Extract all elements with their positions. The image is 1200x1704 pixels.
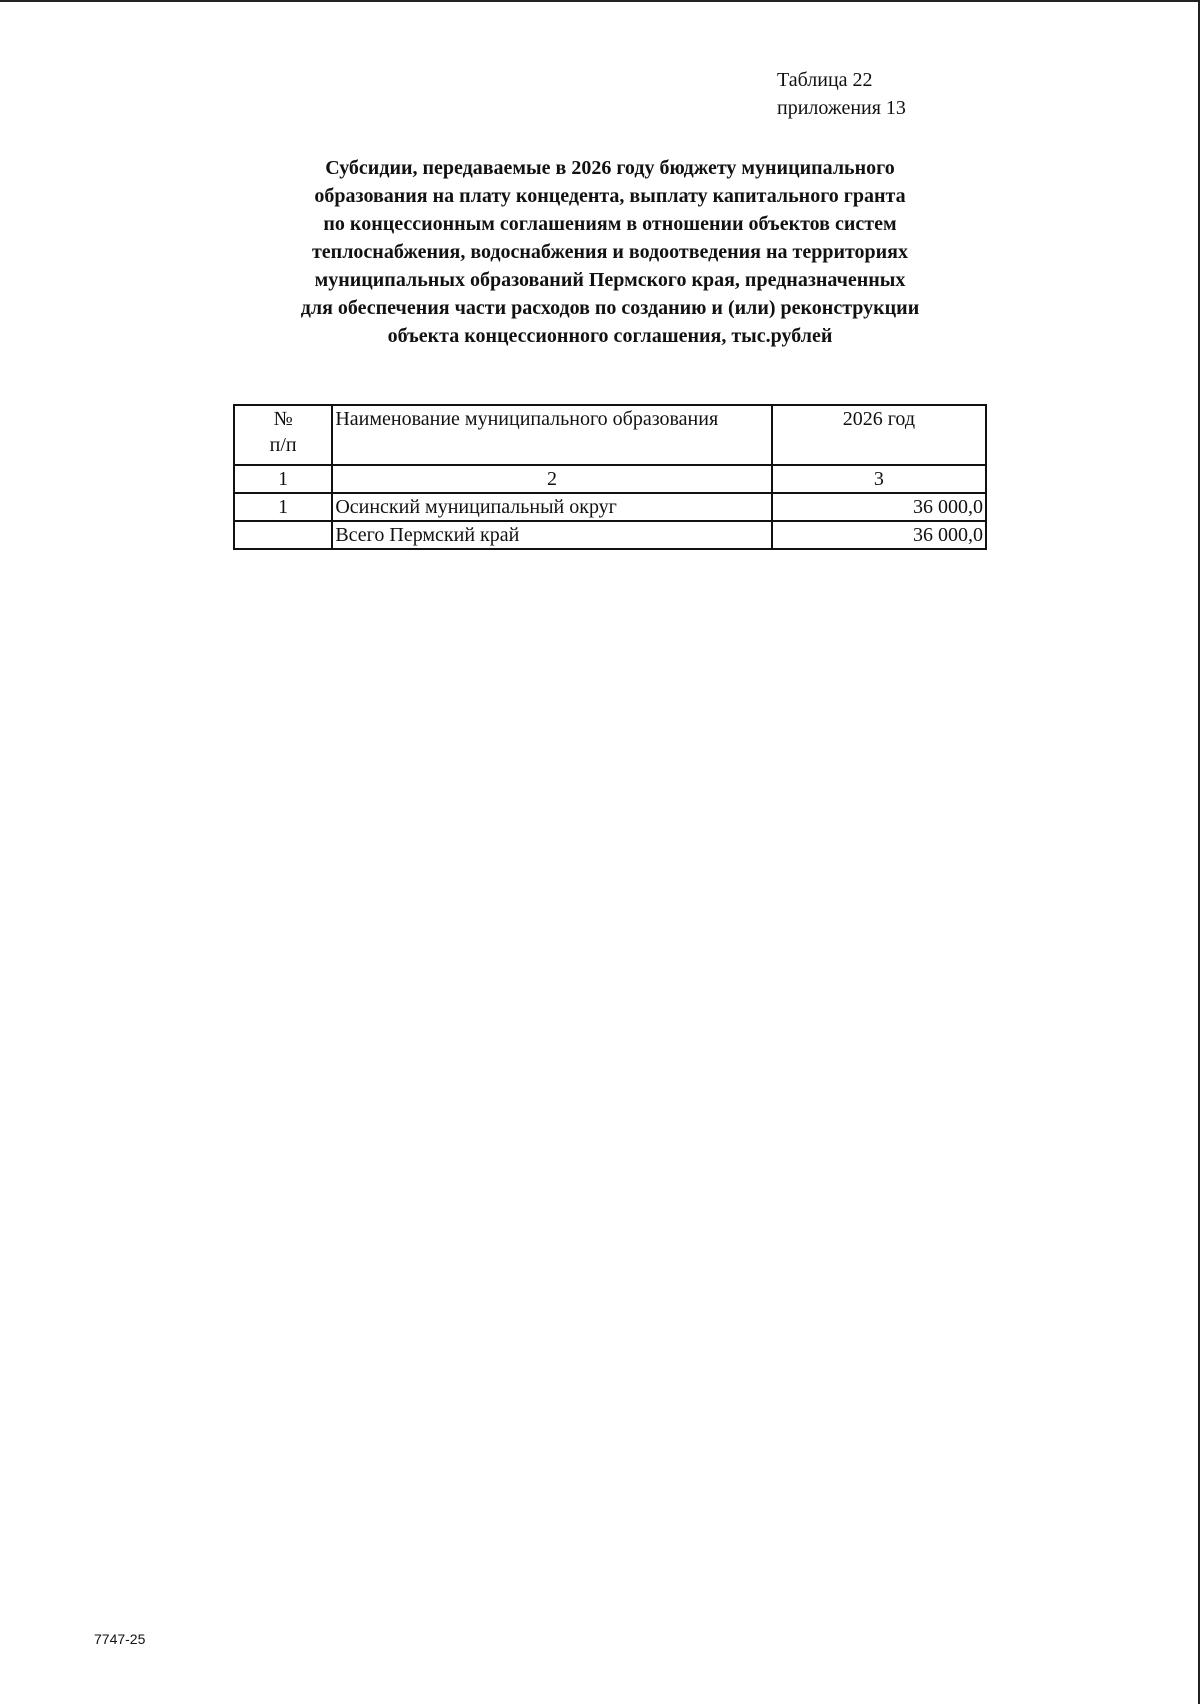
header-num-abbr: п/п xyxy=(269,434,297,456)
header-year: 2026 год xyxy=(772,405,986,465)
title-line: теплоснабжения, водоснабжения и водоотведения на территориях xyxy=(311,241,908,263)
table-row-total xyxy=(234,521,986,549)
table-reference-line2: приложения 13 xyxy=(777,97,906,119)
row-name: Всего Пермский край xyxy=(332,521,771,549)
title-line: образования на плату концедента, выплату капитального гранта xyxy=(314,185,906,207)
row-name: Осинский муниципальный округ xyxy=(332,493,771,521)
index-cell: 2 xyxy=(332,465,771,493)
title-line: по концессионным соглашениям в отношении объектов систем xyxy=(323,213,897,235)
title-line: муниципальных образований Пермского края, предназначенных xyxy=(314,269,906,291)
table-reference-line1: Таблица 22 xyxy=(777,69,873,91)
header-name: Наименование муниципального образования xyxy=(332,405,771,465)
subsidy-table xyxy=(233,404,987,550)
document-title xyxy=(230,154,990,350)
title-line: объекта концессионного соглашения, тыс.рублей xyxy=(387,325,833,347)
index-cell: 1 xyxy=(234,465,332,493)
row-value: 36 000,0 xyxy=(772,493,986,521)
table-reference xyxy=(777,66,906,122)
scan-edge-top xyxy=(0,0,1200,2)
table-header-row xyxy=(234,405,986,465)
table-row xyxy=(234,493,986,521)
index-cell: 3 xyxy=(772,465,986,493)
table-index-row xyxy=(234,465,986,493)
document-code: 7747-25 xyxy=(94,1631,146,1647)
row-num xyxy=(234,521,332,549)
title-line: для обеспечения части расходов по созданию и (или) реконструкции xyxy=(300,297,920,319)
title-line: Субсидии, передаваемые в 2026 году бюджету муниципального xyxy=(325,157,895,179)
row-num: 1 xyxy=(234,493,332,521)
header-num xyxy=(234,405,332,465)
header-num-symbol: № xyxy=(273,408,293,430)
row-value: 36 000,0 xyxy=(772,521,986,549)
